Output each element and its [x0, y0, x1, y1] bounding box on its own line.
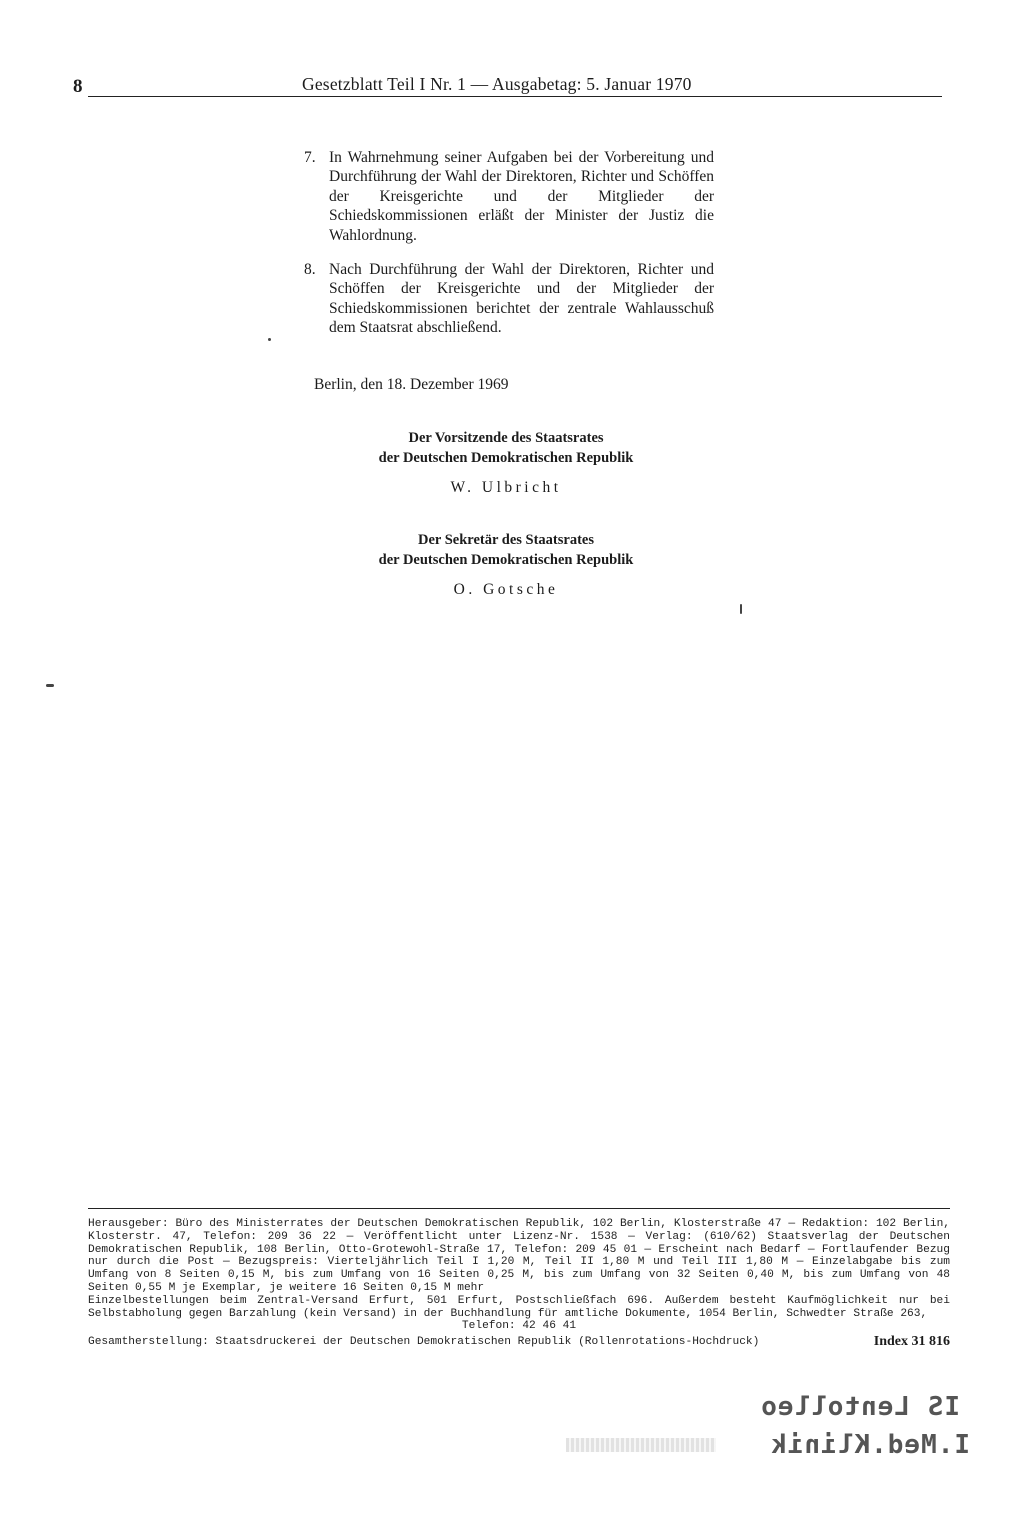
paragraph-7 — [304, 148, 714, 245]
paragraph-text: In Wahrnehmung seiner Aufgaben bei der Vorbereitung und Durchführung der Wahl der Direktoren, Richter und Schöffen der Kreisgerichte und der Mitglieder der Schiedskommissionen erläßt der Minister der Justiz die Wahlordnung. — [329, 149, 714, 244]
paragraph-text: Nach Durchführung der Wahl der Direktoren, Richter und Schöffen der Kreisgerichte und der Mitglieder der Schiedskommissionen berichtet der zentrale Wahlausschuß dem Staatsrat abschließend. — [329, 261, 714, 337]
signature-title: Der Vorsitzende des Staatsrates — [408, 430, 604, 446]
place-date: Berlin, den 18. Dezember 1969 — [314, 376, 509, 393]
signature-title: Der Sekretär des Staatsrates — [418, 532, 594, 548]
speck-mark — [740, 604, 742, 614]
paragraph-number: 7. — [304, 149, 316, 166]
signature-title-country: der Deutschen Demokratischen Republik — [378, 450, 634, 466]
signature-name: O. Gotsche — [453, 581, 559, 598]
stamp-line-2: I.Med.Klinik — [770, 1430, 970, 1460]
page-number: 8 — [73, 76, 83, 97]
signature-title-country: der Deutschen Demokratischen Republik — [378, 552, 634, 568]
header-title: Gesetzblatt Teil I Nr. 1 — Ausgabetag: 5. Januar 1970 — [302, 74, 692, 94]
index-number: Index 31 816 — [873, 1334, 950, 1349]
footer-rule — [88, 1208, 950, 1209]
signature-block-chairman — [300, 428, 712, 498]
paragraph-8 — [304, 260, 714, 338]
speck-mark — [46, 684, 54, 687]
smudge-mark — [566, 1438, 716, 1452]
paragraph-number: 8. — [304, 261, 316, 278]
header-rule — [88, 96, 942, 97]
imprint-phone: Telefon: 42 46 41 — [461, 1320, 577, 1333]
imprint — [88, 1218, 950, 1333]
imprint-order-text: Einzelbestellungen beim Zentral-Versand Erfurt, 501 Erfurt, Postschließfach 696. Außerdem besteht Kaufmöglichkeit nur bei Selbstabholung gegen Barzahlung (kein Versand) in der Buchhandlung für amtliche Dokumente, 1054 Berlin, Schwedter Straße 263, — [88, 1294, 950, 1320]
imprint-printer: Gesamtherstellung: Staatsdruckerei der Deutschen Demokratischen Republik (Rollenrotations-Hochdruck) — [88, 1336, 760, 1348]
signature-block-secretary — [300, 530, 712, 600]
library-stamp — [730, 1392, 970, 1466]
imprint-publisher-text: Herausgeber: Büro des Ministerrates der Deutschen Demokratischen Republik, 102 Berlin, Klosterstraße 47 — Redaktion: 102 Berlin, Klosterstr. 47, Telefon: 209 36 22 — Veröffentlicht unter Lizenz-Nr. 1538 — Verlag: (610/62) Staatsverlag der Deutschen Demokratischen Republik, 108 Berlin, Otto-Grotewohl-Straße 17, Telefon: 209 45 01 — Erscheint nach Bedarf — Fortlaufender Bezug nur durch die Post — Bezugspreis: Vierteljährlich Teil I 1,20 M, Teil II 1,80 M und Teil III 1,80 M — Einzelabgabe bis zum Umfang von 8 Seiten 0,15 M, bis zum Umfang von 16 Seiten 0,25 M, bis zum Umfang von 32 Seiten 0,40 M, bis zum Umfang von 48 Seiten 0,55 M je Exemplar, je weitere 16 Seiten 0,15 M mehr — [88, 1218, 950, 1294]
stamp-line-1: IS Lentolleo — [760, 1392, 960, 1422]
signature-name: W. Ulbricht — [450, 479, 562, 496]
speck-mark — [268, 338, 271, 341]
